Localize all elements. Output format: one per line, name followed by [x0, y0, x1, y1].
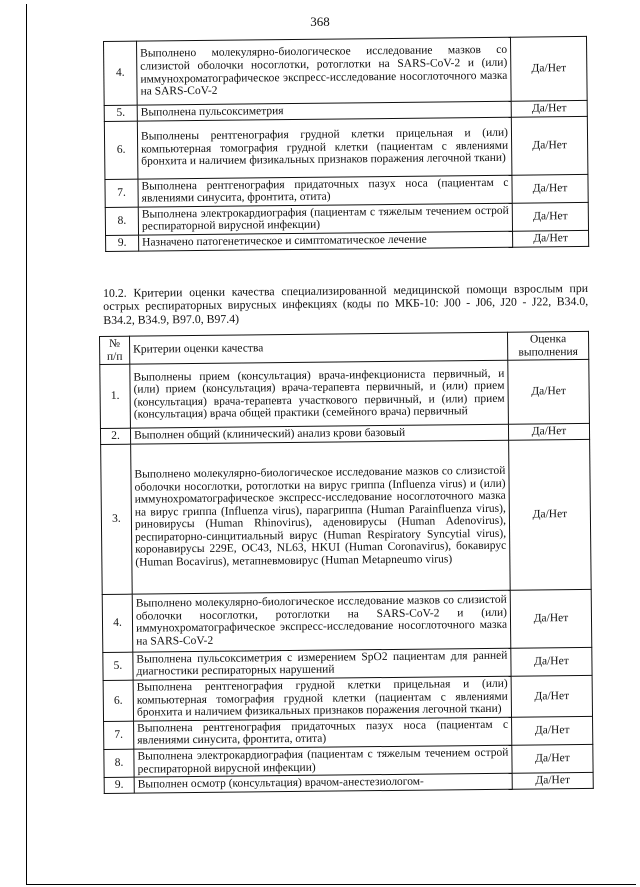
row-number: 4. [102, 594, 133, 652]
grade-value: Да/Нет [510, 36, 587, 101]
table-row [104, 36, 588, 105]
grade-value: Да/Нет [513, 230, 589, 246]
row-number: 5. [103, 652, 133, 681]
criterion-text: Выполнены рентгенография грудной клетки прицельная и (или) компьютерная томография грудной клетки (пациентам с явлениями бронхита и наличием физикальных признаков поражения легочной ткани) [137, 117, 512, 179]
table-row [102, 589, 592, 652]
grade-value: Да/Нет [508, 424, 589, 440]
row-number: 7. [105, 179, 138, 208]
row-number: 7. [104, 721, 134, 750]
scan-edge-left [26, 4, 27, 884]
row-number: 1. [100, 364, 131, 428]
column-header-criteria: Критерии оценки качества [130, 332, 508, 364]
grade-value: Да/Нет [508, 360, 590, 425]
table-row [101, 439, 592, 594]
row-number: 9. [104, 777, 134, 793]
criterion-text: Выполнена рентгенография придаточных пазух носа (пациентам с явлениями синусита, фронтита, отита) [134, 717, 512, 749]
row-number: 6. [103, 680, 133, 721]
grade-value: Да/Нет [512, 716, 593, 745]
criterion-text: Выполнен общий (клинический) анализ крови базовый [130, 424, 508, 444]
criteria-table-continued [103, 36, 589, 252]
grade-value: Да/Нет [512, 202, 588, 231]
row-number: 9. [106, 235, 139, 251]
row-number: 8. [104, 749, 134, 778]
criterion-text: Выполнена рентгенография придаточных пазух носа (пациентам с явлениями синусита, фронтита, отита) [138, 175, 512, 207]
criterion-text: Выполнен осмотр (консультация) врачом-анестезиологом- [134, 773, 512, 793]
criterion-text: Выполнена электрокардиография (пациентам с тяжелым течением острой респираторной вирусной инфекции) [134, 745, 512, 777]
criteria-table [99, 331, 594, 794]
criterion-text: Выполнено молекулярно-биологическое исследование мазков со слизистой оболочки носоглотки, ротоглотки на вирус гриппа (Influenza virus) и (или) иммунохроматографическое экспресс-исследование носоглоточного мазка на вирус гриппа (Influenza virus), парагриппа (Human Parainfluenza virus), риновирусы (Human Rhinovirus), аденовирусы (Human Adenovirus), респираторно-синцитиальный вирус (Human Respiratory Syncytial virus), коронавирусы 229E, OC43, NL63, HKUI (Human Coronavirus), бокавирус (Human Bocavirus), метапневмовирус (Human Metapneumo virus) [131, 440, 511, 594]
criterion-text: Выполнена пульсоксиметрия с измерением SpO2 пациентам для ранней диагностики респираторных нарушений [133, 648, 511, 680]
row-number: 2. [100, 428, 130, 444]
row-number: 5. [104, 105, 137, 121]
criterion-text: Выполнено молекулярно-биологическое исследование мазков со слизистой оболочки носоглотки, ротоглотки на SARS-CoV-2 и (или) иммунохроматографическое экспресс-исследование носоглоточного мазка на SARS-CoV-2 [137, 37, 512, 105]
row-number: 3. [101, 444, 133, 594]
grade-value: Да/Нет [511, 647, 592, 676]
page-number: 368 [310, 14, 330, 29]
criterion-text: Выполнена рентгенография грудной клетки прицельная и (или) компьютерная томография грудной клетки (пациентам с явлениями бронхита и наличием физикальных признаков поражения легочной ткани) [133, 676, 511, 721]
criterion-text: Выполнена пульсоксиметрия [137, 101, 511, 121]
grade-value: Да/Нет [512, 174, 588, 203]
row-number: 6. [104, 121, 138, 179]
row-number: 4. [104, 41, 138, 105]
grade-value: Да/Нет [512, 744, 593, 773]
row-number: 8. [105, 207, 138, 236]
column-header-grade: Оценка выполнения [507, 331, 588, 360]
criterion-text: Выполнено молекулярно-биологическое исследование мазков со слизистой оболочки носоглотки, ротоглотки на SARS-CoV-2 и (или) иммунохроматографическое экспресс-исследование носоглоточного мазка на SARS-CoV-2 [132, 590, 511, 652]
criterion-text: Выполнена электрокардиография (пациентам с тяжелым течением острой респираторной вирусной инфекции) [138, 203, 512, 235]
grade-value: Да/Нет [511, 675, 592, 717]
grade-value: Да/Нет [511, 100, 587, 116]
criterion-text: Назначено патогенетическое и симптоматическое лечение [139, 231, 513, 251]
grade-value: Да/Нет [509, 439, 592, 590]
criterion-text: Выполнены прием (консультация) врача-инфекциониста первичный, и (или) прием (консультация) врача-терапевта первичный, и (или) прием (консультация) врача-терапевта участкового первичный, и (или) прием (консультация) врача общей практики (семейного врача) первичный [130, 360, 509, 428]
table-row [104, 116, 588, 179]
table-row [103, 675, 592, 721]
section-heading: 10.2. Критерии оценки качества специализированной медицинской помощи взрослым при острых респираторных вирусных инфекциях (коды по МКБ-10: J00 - J06, J20 - J22, B34.0, B34.2, B34.9, B97.0, B97.4) [102, 280, 589, 327]
grade-value: Да/Нет [511, 116, 588, 175]
grade-value: Да/Нет [510, 589, 592, 648]
column-header-number: № п/п [100, 336, 130, 365]
grade-value: Да/Нет [512, 772, 593, 788]
table-row [100, 360, 590, 429]
scan-edge-bottom [26, 884, 636, 885]
